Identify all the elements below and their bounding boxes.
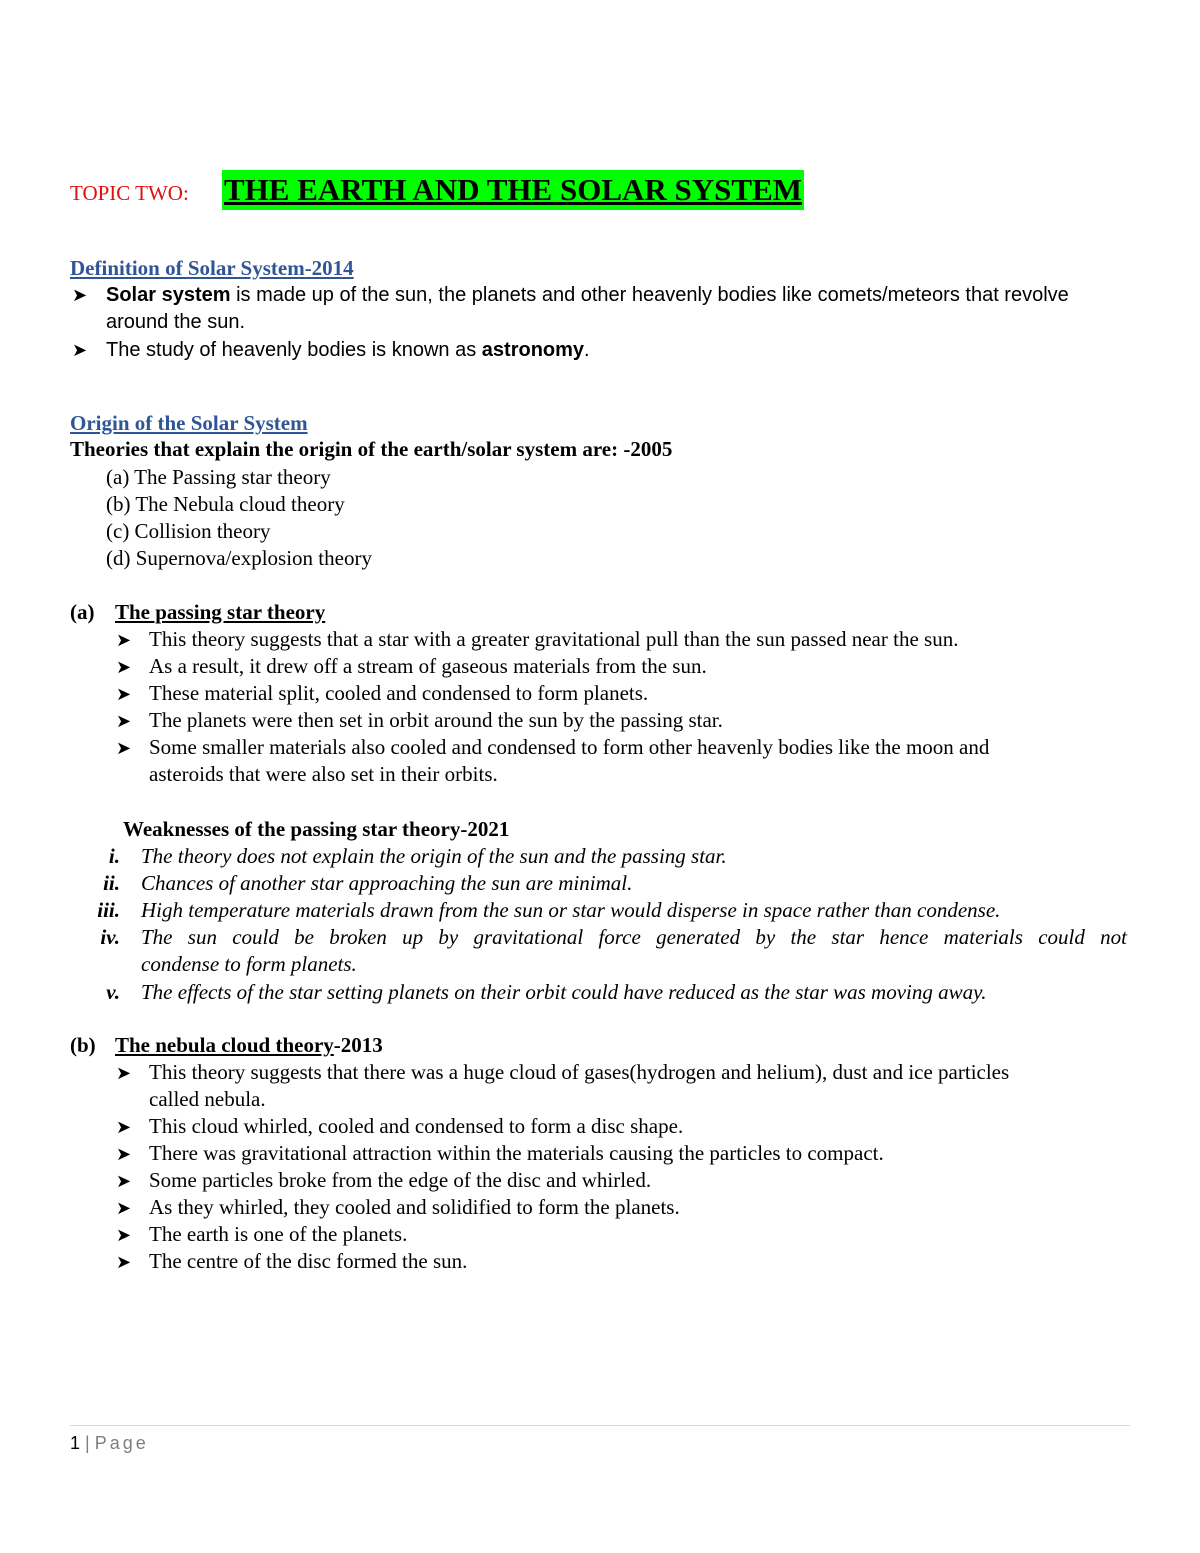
nebula-heading-suffix: -2013 (333, 1033, 383, 1057)
nebula-bullet-cont: called nebula. (149, 1087, 266, 1111)
nebula-bullet: Some particles broke from the edge of the disc and whirled. (149, 1168, 652, 1192)
passing-bullet-cont: asteroids that were also set in their orbits. (149, 762, 498, 786)
arrowhead-bullet-icon: ➤ (116, 1117, 132, 1137)
passing-bullet: As a result, it drew off a stream of gaseous materials from the sun. (149, 654, 707, 678)
roman-numeral: iv. (100, 925, 120, 949)
weakness-item: The sun could be broken up by gravitational force generated by the star hence materials could not (141, 925, 1127, 949)
origin-subheading: Theories that explain the origin of the earth/solar system are: -2005 (70, 437, 673, 461)
nebula-bullet: This cloud whirled, cooled and condensed to form a disc shape. (149, 1114, 684, 1138)
passing-bullet: Some smaller materials also cooled and condensed to form other heavenly bodies like the moon and (149, 735, 990, 759)
term-solar-system: Solar system (106, 284, 231, 306)
page-label: Page (94, 1433, 149, 1453)
passing-bullet: The planets were then set in orbit around the sun by the passing star. (149, 708, 723, 732)
origin-heading: Origin of the Solar System (70, 411, 308, 435)
definition-bullet-1 (106, 282, 1069, 309)
roman-numeral: iii. (97, 898, 120, 922)
definition-heading: Definition of Solar System-2014 (70, 256, 354, 280)
arrowhead-bullet-icon: ➤ (72, 285, 88, 305)
definition-bullet-1-cont: around the sun. (106, 311, 245, 333)
nebula-bullet: The centre of the disc formed the sun. (149, 1249, 468, 1273)
theory-list-item: (d) Supernova/explosion theory (106, 546, 372, 570)
arrowhead-bullet-icon: ➤ (116, 1225, 132, 1245)
passing-bullet: This theory suggests that a star with a greater gravitational pull than the sun passed near the sun. (149, 627, 959, 651)
arrowhead-bullet-icon: ➤ (116, 630, 132, 650)
weakness-item: High temperature materials drawn from the sun or star would disperse in space rather than condense. (141, 898, 1001, 922)
arrowhead-bullet-icon: ➤ (116, 1252, 132, 1272)
definition-bullet-1-text: is made up of the sun, the planets and other heavenly bodies like comets/meteors that revolve (230, 284, 1069, 306)
arrowhead-bullet-icon: ➤ (116, 657, 132, 677)
weakness-item: The effects of the star setting planets on their orbit could have reduced as the star was moving away. (141, 980, 987, 1004)
definition-bullet-2-text: The study of heavenly bodies is known as (106, 339, 482, 361)
period: . (584, 339, 590, 361)
topic-prefix: TOPIC TWO: (70, 181, 189, 205)
nebula-bullet: As they whirled, they cooled and solidified to form the planets. (149, 1195, 680, 1219)
arrowhead-bullet-icon: ➤ (116, 1063, 132, 1083)
roman-numeral: i. (108, 844, 120, 868)
passing-bullet: These material split, cooled and condensed to form planets. (149, 681, 649, 705)
theory-list-item: (c) Collision theory (106, 519, 271, 543)
passing-label: (a) (70, 600, 95, 624)
theory-list-item: (b) The Nebula cloud theory (106, 492, 345, 516)
weakness-item: Chances of another star approaching the sun are minimal. (141, 871, 633, 895)
footer-divider (70, 1425, 1130, 1426)
roman-numeral: v. (106, 980, 120, 1004)
weaknesses-heading: Weaknesses of the passing star theory-2021 (123, 817, 510, 841)
arrowhead-bullet-icon: ➤ (116, 684, 132, 704)
roman-numeral: ii. (103, 871, 120, 895)
nebula-heading: The nebula cloud theory (115, 1033, 334, 1057)
nebula-bullet: There was gravitational attraction within the materials causing the particles to compact. (149, 1141, 884, 1165)
nebula-heading-wrap (115, 1033, 383, 1058)
arrowhead-bullet-icon: ➤ (72, 340, 88, 360)
term-astronomy: astronomy (481, 339, 585, 361)
page-footer (70, 1433, 149, 1454)
passing-heading: The passing star theory (115, 600, 326, 624)
definition-bullet-2 (106, 337, 590, 364)
nebula-bullet: The earth is one of the planets. (149, 1222, 408, 1246)
footer-separator: | (80, 1433, 95, 1453)
arrowhead-bullet-icon: ➤ (116, 1144, 132, 1164)
page-number: 1 (70, 1433, 81, 1453)
theory-list-item: (a) The Passing star theory (106, 465, 331, 489)
arrowhead-bullet-icon: ➤ (116, 1198, 132, 1218)
arrowhead-bullet-icon: ➤ (116, 1171, 132, 1191)
nebula-label: (b) (70, 1033, 96, 1057)
topic-title: THE EARTH AND THE SOLAR SYSTEM (222, 170, 804, 210)
arrowhead-bullet-icon: ➤ (116, 738, 132, 758)
arrowhead-bullet-icon: ➤ (116, 711, 132, 731)
weakness-item: The theory does not explain the origin of the sun and the passing star. (141, 844, 727, 868)
weakness-item-cont: condense to form planets. (141, 952, 357, 976)
nebula-bullet: This theory suggests that there was a huge cloud of gases(hydrogen and helium), dust and ice particles (149, 1060, 1010, 1084)
